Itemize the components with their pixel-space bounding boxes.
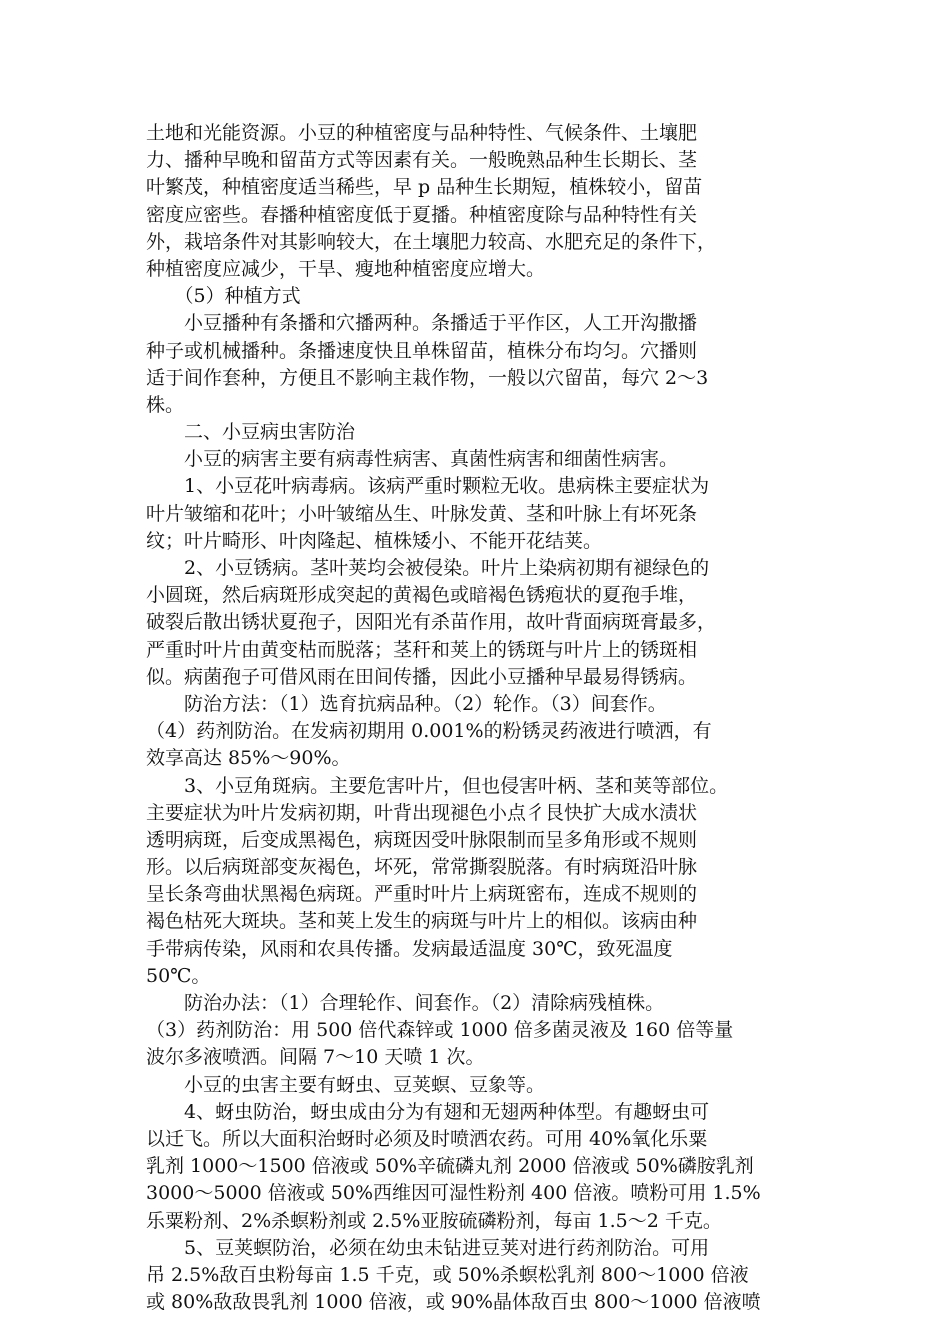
- text-line: 叶繁茂，种植密度适当稀些，早 p 品种生长期短，植株较小，留苗: [146, 176, 703, 199]
- text-line: 破裂后散出锈状夏孢子，因阳光有杀苗作用，故叶背面病斑膏最多，: [146, 611, 717, 634]
- text-line: 小豆的虫害主要有蚜虫、豆荚螟、豆象等。: [146, 1073, 546, 1096]
- text-line: 严重时叶片由黄变枯而脱落；茎秆和荚上的锈斑与叶片上的锈斑相: [146, 638, 698, 661]
- text-line: 似。病菌孢子可借风雨在田间传播，因此小豆播种早最易得锈病。: [146, 665, 698, 688]
- text-line: 叶片皱缩和花叶；小叶皱缩丛生、叶脉发黄、茎和叶脉上有坏死条: [146, 502, 698, 525]
- text-line: 褐色枯死大斑块。茎和荚上发生的病斑与叶片上的相似。该病由种: [146, 910, 698, 933]
- text-line: 4、蚜虫防治，蚜虫成由分为有翅和无翅两种体型。有趣蚜虫可: [146, 1100, 710, 1123]
- text-line: 以迁飞。所以大面积治蚜时必须及时喷洒农药。可用 40%氧化乐粟: [146, 1127, 708, 1150]
- text-line: 纹；叶片畸形、叶肉隆起、植株矮小、不能开花结荚。: [146, 529, 603, 552]
- document-body: [146, 120, 826, 1316]
- text-line: 防治方法：（1）选育抗病品种。（2）轮作。（3）间套作。: [146, 692, 667, 715]
- text-line: 小圆斑，然后病斑形成突起的黄褐色或暗褐色锈疱状的夏孢手堆，: [146, 584, 698, 607]
- text-line: 种植密度应减少，干旱、瘦地种植密度应增大。: [146, 257, 546, 280]
- text-line: 乐粟粉剂、2%杀螟粉剂或 2.5%亚胺硫磷粉剂，每亩 1.5～2 千克。: [146, 1209, 722, 1232]
- text-line: 5、豆荚螟防治，必须在幼虫未钻进豆荚对进行药剂防治。可用: [146, 1236, 710, 1259]
- text-line: 吊 2.5%敌百虫粉每亩 1.5 千克，或 50%杀螟松乳剂 800～1000 倍液: [146, 1263, 749, 1286]
- text-line: 小豆的病害主要有病毒性病害、真菌性病害和细菌性病害。: [146, 448, 679, 471]
- text-line: 1、小豆花叶病毒病。该病严重时颗粒无收。患病株主要症状为: [146, 475, 710, 498]
- text-line: （5）种植方式: [146, 285, 301, 308]
- text-line: 主要症状为叶片发病初期，叶背出现褪色小点彳艮快扩大成水渍状: [146, 801, 698, 824]
- text-line: 土地和光能资源。小豆的种植密度与品种特性、气候条件、土壤肥: [146, 122, 698, 144]
- text-line: 株。: [146, 393, 185, 416]
- text-line: 外，栽培条件对其影响较大，在土壤肥力较高、水肥充足的条件下，: [146, 230, 717, 253]
- text-line: 形。以后病斑部变灰褐色，坏死，常常撕裂脱落。有时病斑沿叶脉: [146, 856, 698, 879]
- text-line: 种子或机械播种。条播速度快且单株留苗，植株分布均匀。穴播则: [146, 339, 698, 362]
- text-line: 或 80%敌敌畏乳剂 1000 倍液，或 90%晶体敌百虫 800～1000 倍液喷: [146, 1291, 761, 1314]
- text-line: 呈长条弯曲状黑褐色病斑。严重时叶片上病斑密布，连成不规则的: [146, 883, 698, 906]
- text-line: （3）药剂防治：用 500 倍代森锌或 1000 倍多菌灵液及 160 倍等量: [146, 1019, 734, 1042]
- text-line: 2、小豆锈病。茎叶荚均会被侵染。叶片上染病初期有褪绿色的: [146, 557, 710, 579]
- text-line: 乳剂 1000～1500 倍液或 50%辛硫磷丸剂 2000 倍液或 50%磷胺乳剂: [146, 1155, 754, 1178]
- text-line: 透明病斑，后变成黑褐色，病斑因受叶脉限制而呈多角形或不规则: [146, 828, 698, 851]
- text-line: 小豆播种有条播和穴播两种。条播适于平作区，人工开沟撒播: [146, 312, 698, 335]
- text-line: 50℃。: [146, 964, 211, 987]
- text-line: 密度应密些。春播种植密度低于夏播。种植密度除与品种特性有关: [146, 203, 698, 226]
- text-line: 防治办法：（1）合理轮作、间套作。（2）清除病残植株。: [146, 992, 665, 1014]
- text-line: （4）药剂防治。在发病初期用 0.001%的粉锈灵药液进行喷洒，有: [146, 720, 712, 743]
- text-line: 适于间作套种，方便且不影响主栽作物，一般以穴留苗，每穴 2～3: [146, 366, 709, 389]
- text-line: 效享高达 85%～90%。: [146, 747, 351, 770]
- text-line: 二、小豆病虫害防治: [146, 421, 356, 444]
- text-line: 波尔多液喷洒。间隔 7～10 天喷 1 次。: [146, 1046, 485, 1069]
- text-line: 3、小豆角斑病。主要危害叶片，但也侵害叶柄、茎和荚等部位。: [146, 774, 729, 797]
- text-line: 3000～5000 倍液或 50%西维因可湿性粉剂 400 倍液。喷粉可用 1.5%: [146, 1182, 761, 1205]
- text-line: 手带病传染，风雨和农具传播。发病最适温度 30℃，致死温度: [146, 937, 673, 960]
- text-line: 力、播种早晚和留苗方式等因素有关。一般晚熟品种生长期长、茎: [146, 149, 698, 172]
